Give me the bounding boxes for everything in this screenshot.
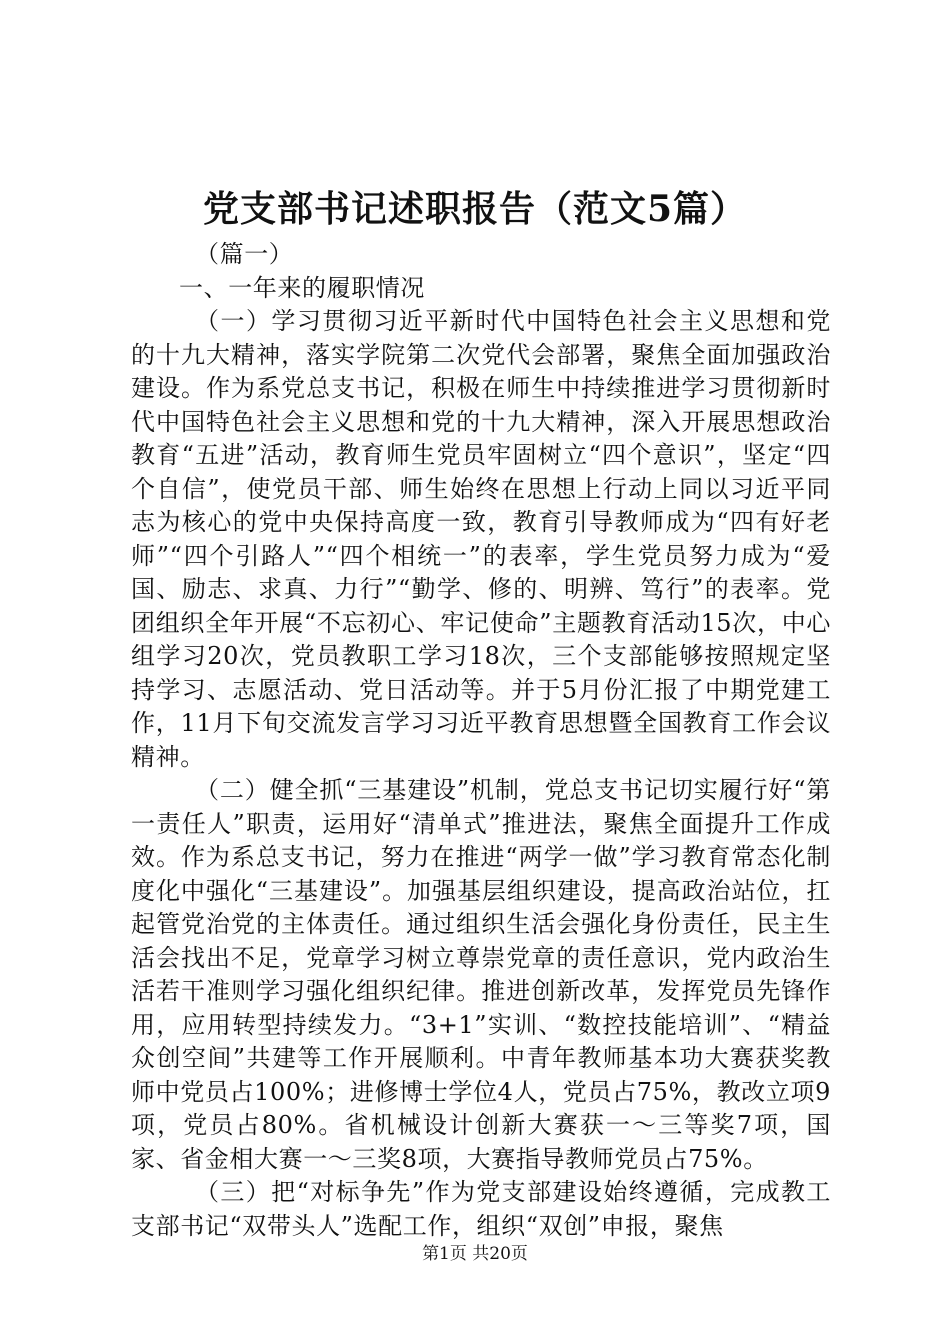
paragraph-1: （一）学习贯彻习近平新时代中国特色社会主义思想和党的十九大精神，落实学院第二次党代会部署，聚焦全面加强政治建设。作为系党总支书记，积极在师生中持续推进学习贯彻新时代中国特色社会主义思想和党的十九大精神，深入开展思想政治教育“五进”活动，教育师生党员牢固树立“四个意识”，坚定“四个自信”，使党员干部、师生始终在思想上行动上同以习近平同志为核心的党中央保持高度一致，教育引导教师成为“四有好老师”“四个引路人”“四个相统一”的表率，学生党员努力成为“爱国、励志、求真、力行”“勤学、修的、明辨、笃行”的表率。党团组织全年开展“不忘初心、牢记使命”主题教育活动15次，中心组学习20次，党员教职工学习18次，三个支部能够按照规定坚持学习、志愿活动、党日活动等。并于5月份汇报了中期党建工作，11月下旬交流发言学习习近平教育思想暨全国教育工作会议精神。 [131,307,831,771]
paragraph-3: （三）把“对标争先”作为党支部建设始终遵循，完成教工支部书记“双带头人”选配工作，组织“双创”申报，聚焦 [131,1178,831,1240]
section-label: （篇一） [195,240,294,268]
document-title: 党支部书记述职报告（范文5篇） [202,188,748,230]
document-body [131,238,831,1243]
paragraph-2: （二）健全抓“三基建设”机制，党总支书记切实履行好“第一责任人”职责，运用好“清单式”推进法，聚焦全面提升工作成效。作为系总支书记，努力在推进“两学一做”学习教育常态化制度化中强化“三基建设”。加强基层组织建设，提高政治站位，扛起管党治党的主体责任。通过组织生活会强化身份责任，民主生活会找出不足，党章学习树立尊崇党章的责任意识，党内政治生活若干准则学习强化组织纪律。推进创新改革，发挥党员先锋作用，应用转型持续发力。“3+1”实训、“数控技能培训”、“精益众创空间”共建等工作开展顺利。中青年教师基本功大赛获奖教师中党员占100%；进修博士学位4人，党员占75%，教改立项9项，党员占80%。省机械设计创新大赛获一～三等奖7项，国家、省金相大赛一～三奖8项，大赛指导教师党员占75%。 [131,776,831,1173]
heading-1: 一、一年来的履职情况 [179,273,425,302]
page-footer: 第1页 共20页 [422,1244,528,1264]
